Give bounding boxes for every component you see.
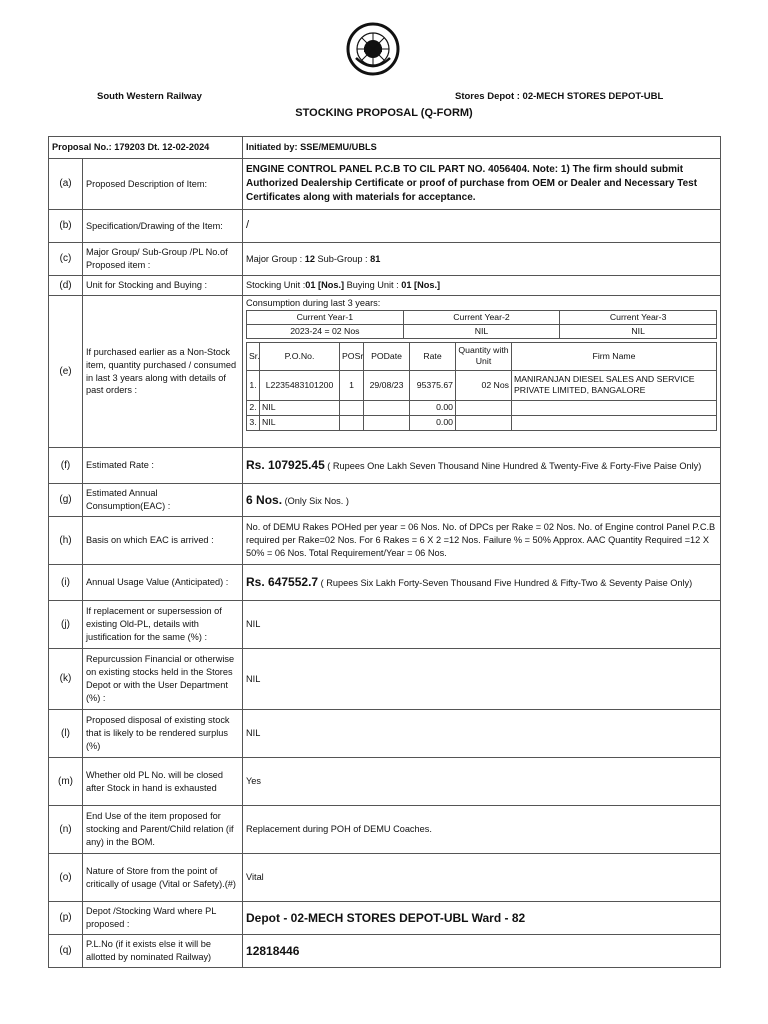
order-po: L2235483101200: [260, 370, 340, 400]
order-po: NIL: [260, 400, 340, 415]
order-qty: [456, 400, 512, 415]
orders-header: Firm Name: [512, 342, 717, 370]
row-label: Repurcussion Financial or otherwise on existing stocks held in the Stores Depot or with the User Department (%) :: [83, 649, 243, 710]
row-key: (d): [49, 276, 83, 296]
row-label: Basis on which EAC is arrived :: [83, 517, 243, 565]
row-c: [49, 243, 721, 276]
orders-header: P.O.No.: [260, 342, 340, 370]
year-head: Current Year-3: [560, 310, 717, 324]
order-qty: 02 Nos: [456, 370, 512, 400]
order-qty: [456, 415, 512, 430]
order-po: NIL: [260, 415, 340, 430]
row-j: [49, 601, 721, 649]
row-f: [49, 448, 721, 484]
nature-value: Vital: [243, 854, 721, 902]
row-key: (c): [49, 243, 83, 276]
consumption-table: [246, 310, 717, 339]
proposal-number: Proposal No.: 179203 Dt. 12-02-2024: [49, 137, 243, 159]
row-q: [49, 935, 721, 968]
row-key: (p): [49, 902, 83, 935]
row-key: (k): [49, 649, 83, 710]
row-key: (q): [49, 935, 83, 968]
order-firm: [512, 400, 717, 415]
row-label: If purchased earlier as a Non-Stock item, quantity purchased / consumed in last 3 years along with details of past orders :: [83, 296, 243, 448]
pl-number: 12818446: [243, 935, 721, 968]
order-sr: 3.: [247, 415, 260, 430]
row-key: (b): [49, 210, 83, 243]
row-label: Nature of Store from the point of critically of usage (Vital or Safety).(#): [83, 854, 243, 902]
year-value: NIL: [560, 324, 717, 338]
sub-group: 81: [370, 253, 381, 264]
specification-value: /: [243, 210, 721, 243]
row-e: [49, 296, 721, 448]
order-date: [364, 415, 410, 430]
year-value: NIL: [403, 324, 560, 338]
orders-header: Quantity with Unit: [456, 342, 512, 370]
row-key: (e): [49, 296, 83, 448]
row-g: [49, 484, 721, 517]
order-posr: [340, 400, 364, 415]
row-key: (a): [49, 159, 83, 210]
estimated-rate: Rs. 107925.45: [246, 458, 325, 473]
row-key: (g): [49, 484, 83, 517]
usage-value: [243, 565, 721, 601]
repercussion-value: NIL: [243, 649, 721, 710]
year-value: 2023-24 = 02 Nos: [247, 324, 404, 338]
railway-name: South Western Railway: [97, 91, 202, 102]
row-label: End Use of the item proposed for stocking and Parent/Child relation (if any) in the BOM.: [83, 806, 243, 854]
orders-table: [246, 342, 717, 431]
order-row: [247, 415, 717, 430]
order-rate: 95375.67: [410, 370, 456, 400]
consumption-title: Consumption during last 3 years:: [246, 298, 381, 308]
order-posr: [340, 415, 364, 430]
order-sr: 2.: [247, 400, 260, 415]
proposal-table: [48, 136, 721, 968]
row-key: (f): [49, 448, 83, 484]
order-firm: MANIRANJAN DIESEL SALES AND SERVICE PRIVATE LIMITED, BANGALORE: [512, 370, 717, 400]
order-rate: 0.00: [410, 415, 456, 430]
row-i: [49, 565, 721, 601]
estimated-rate-words: ( Rupees One Lakh Seven Thousand Nine Hundred & Twenty-Five & Forty-Five Paise Only): [324, 461, 702, 472]
row-a: [49, 159, 721, 210]
row-label: Major Group/ Sub-Group /PL No.of Proposed item :: [83, 243, 243, 276]
row-n: [49, 806, 721, 854]
row-key: (m): [49, 758, 83, 806]
eac-amount: 6 Nos.: [246, 492, 283, 507]
row-label: Specification/Drawing of the Item:: [83, 210, 243, 243]
depot-ward-value: Depot - 02-MECH STORES DEPOT-UBL Ward - 82: [243, 902, 721, 935]
buying-unit: 01 [Nos.]: [401, 280, 441, 291]
page-title: STOCKING PROPOSAL (Q-FORM): [295, 107, 473, 119]
stocking-unit-label: Stocking Unit :: [246, 280, 306, 291]
row-p: [49, 902, 721, 935]
order-date: [364, 400, 410, 415]
row-label: Proposed Description of Item:: [83, 159, 243, 210]
end-use-value: Replacement during POH of DEMU Coaches.: [243, 806, 721, 854]
orders-header: POSr: [340, 342, 364, 370]
row-key: (o): [49, 854, 83, 902]
row-label: Annual Usage Value (Anticipated) :: [83, 565, 243, 601]
year-head: Current Year-1: [247, 310, 404, 324]
row-key: (j): [49, 601, 83, 649]
row-key: (l): [49, 710, 83, 758]
row-b: [49, 210, 721, 243]
major-group-label: Major Group :: [246, 253, 305, 264]
row-o: [49, 854, 721, 902]
row-label: Estimated Annual Consumption(EAC) :: [83, 484, 243, 517]
initiated-by: Initiated by: SSE/MEMU/UBLS: [243, 137, 721, 159]
row-key: (h): [49, 517, 83, 565]
row-m: [49, 758, 721, 806]
row-label: Unit for Stocking and Buying :: [83, 276, 243, 296]
row-label: Whether old PL No. will be closed after Stock in hand is exhausted: [83, 758, 243, 806]
row-label: P.L.No (if it exists else it will be allotted by nominated Railway): [83, 935, 243, 968]
eac-value: [243, 484, 721, 517]
stocking-unit: 01 [Nos.]: [305, 280, 345, 291]
row-key: (n): [49, 806, 83, 854]
estimated-rate-value: [243, 448, 721, 484]
year-head: Current Year-2: [403, 310, 560, 324]
proposal-header-row: [49, 137, 721, 159]
orders-header: Sr.: [247, 342, 260, 370]
usage-amount: Rs. 647552.7: [246, 575, 319, 590]
item-description: ENGINE CONTROL PANEL P.C.B TO CIL PART NO. 4056404. Note: 1) The firm should submit Authorized Dealership Certificate or proof of purchase from OEM or Dealer and Necessary Test Certificates along with materials for acceptance.: [243, 159, 721, 210]
order-row: [247, 400, 717, 415]
row-key: (i): [49, 565, 83, 601]
row-label: Proposed disposal of existing stock that is likely to be rendered surplus (%): [83, 710, 243, 758]
order-row: [247, 370, 717, 400]
order-sr: 1.: [247, 370, 260, 400]
row-label: Depot /Stocking Ward where PL proposed :: [83, 902, 243, 935]
sub-group-label: Sub-Group :: [314, 253, 371, 264]
orders-header: PODate: [364, 342, 410, 370]
unit-value: [243, 276, 721, 296]
order-rate: 0.00: [410, 400, 456, 415]
order-firm: [512, 415, 717, 430]
buying-unit-label: Buying Unit :: [344, 280, 402, 291]
row-label: If replacement or supersession of existing Old-PL, details with justification for the same (%) :: [83, 601, 243, 649]
indian-railways-seal: [346, 22, 400, 76]
eac-basis: No. of DEMU Rakes POHed per year = 06 Nos. No. of DPCs per Rake = 02 Nos. No. of Engine control Panel P.C.B required per Rake=02 Nos. For 6 Rakes = 6 X 2 =12 Nos. Failure % = 50% Approx. AAC Quantity Required =12 X 50% = 06 Nos. Total Requirement/Year = 06 Nos.: [243, 517, 721, 565]
row-d: [49, 276, 721, 296]
group-value: [243, 243, 721, 276]
order-posr: 1: [340, 370, 364, 400]
disposal-value: NIL: [243, 710, 721, 758]
row-h: [49, 517, 721, 565]
order-date: 29/08/23: [364, 370, 410, 400]
consumption-cell: [243, 296, 721, 448]
stores-depot: Stores Depot : 02-MECH STORES DEPOT-UBL: [455, 91, 664, 102]
replacement-value: NIL: [243, 601, 721, 649]
orders-header: Rate: [410, 342, 456, 370]
major-group: 12: [304, 253, 315, 264]
closure-value: Yes: [243, 758, 721, 806]
eac-words: (Only Six Nos. ): [282, 495, 349, 506]
row-l: [49, 710, 721, 758]
row-label: Estimated Rate :: [83, 448, 243, 484]
usage-words: ( Rupees Six Lakh Forty-Seven Thousand Five Hundred & Fifty-Two & Seventy Paise Only): [318, 578, 693, 589]
row-k: [49, 649, 721, 710]
